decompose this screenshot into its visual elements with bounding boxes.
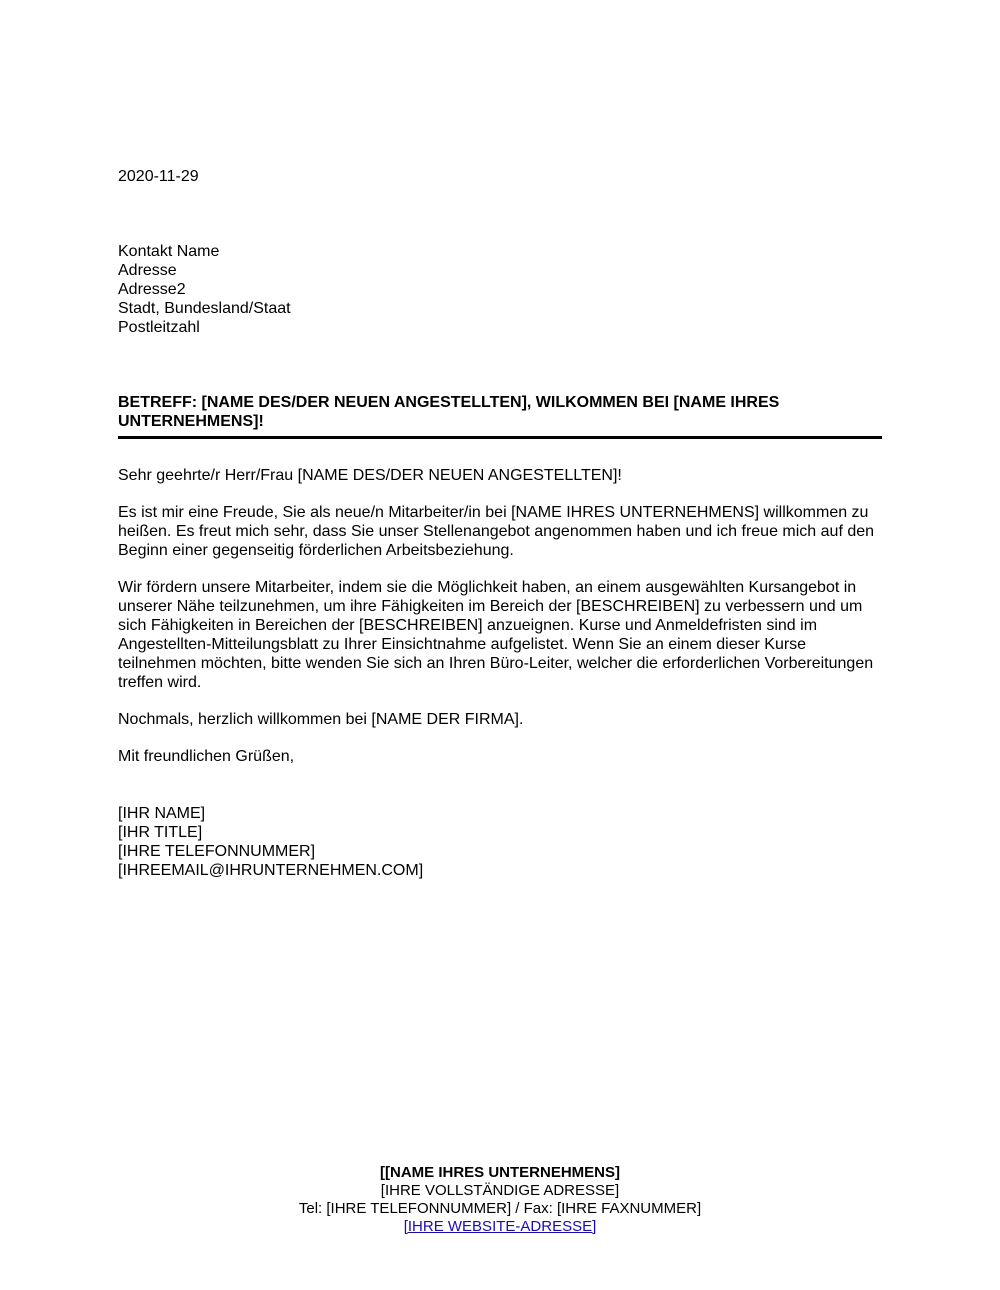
body-paragraph-1: Es ist mir eine Freude, Sie als neue/n Mitarbeiter/in bei [NAME IHRES UNTERNEHMENS] willkommen zu heißen. Es freut mich sehr, dass Sie unser Stellenangebot angenommen haben und ich freue mich auf den Beginn einer gegenseitig förderlichen Arbeitsbeziehung. — [118, 504, 875, 559]
subject-divider — [118, 436, 882, 439]
letter-date: 2020-11-29 — [118, 168, 199, 185]
recipient-zip: Postleitzahl — [118, 319, 200, 336]
recipient-city-state: Stadt, Bundesland/Staat — [118, 300, 291, 317]
footer-website-link[interactable]: [IHRE WEBSITE-ADRESSE] — [403, 1218, 597, 1235]
signature-block — [118, 804, 423, 880]
letterhead-footer — [0, 1164, 1000, 1236]
letter-body — [118, 466, 884, 784]
signature-name: [IHR NAME] — [118, 805, 206, 822]
recipient-address-2: Adresse2 — [118, 281, 186, 298]
closing: Mit freundlichen Grüßen, — [118, 748, 295, 765]
signature-phone: [IHRE TELEFONNUMMER] — [118, 843, 316, 860]
signature-email: [IHREEMAIL@IHRUNTERNEHMEN.COM] — [118, 862, 424, 879]
salutation: Sehr geehrte/r Herr/Frau [NAME DES/DER NEUEN ANGESTELLTEN]! — [118, 467, 622, 484]
recipient-block — [118, 242, 291, 337]
recipient-name: Kontakt Name — [118, 243, 220, 260]
body-paragraph-2: Wir fördern unsere Mitarbeiter, indem sie die Möglichkeit haben, an einem ausgewählten Kursangebot in unserer Nähe teilzunehmen, um ihre Fähigkeiten im Bereich der [BESCHREIBEN] zu verbessern und um sich Fähigkeiten in Bereichen der [BESCHREIBEN] anzueignen. Kurse und Anmeldefristen sind im Angestellten-Mitteilungsblatt zu Ihrer Einsichtnahme aufgelistet. Wenn Sie an einem dieser Kurse teilnehmen möchten, bitte wenden Sie sich an Ihren Büro-Leiter, welcher die erforderlichen Vorbereitungen treffen wird. — [118, 579, 874, 691]
body-paragraph-3: Nochmals, herzlich willkommen bei [NAME DER FIRMA]. — [118, 711, 524, 728]
signature-title: [IHR TITLE] — [118, 824, 203, 841]
footer-company-name: [[NAME IHRES UNTERNEHMENS] — [380, 1164, 620, 1181]
recipient-address-1: Adresse — [118, 262, 177, 279]
subject-line: BETREFF: [NAME DES/DER NEUEN ANGESTELLTEN], WILKOMMEN BEI [NAME IHRES UNTERNEHMENS]! — [118, 394, 780, 430]
footer-address: [IHRE VOLLSTÄNDIGE ADRESSE] — [380, 1182, 620, 1199]
footer-contact: Tel: [IHRE TELEFONNUMMER] / Fax: [IHRE FAXNUMMER] — [298, 1200, 702, 1217]
